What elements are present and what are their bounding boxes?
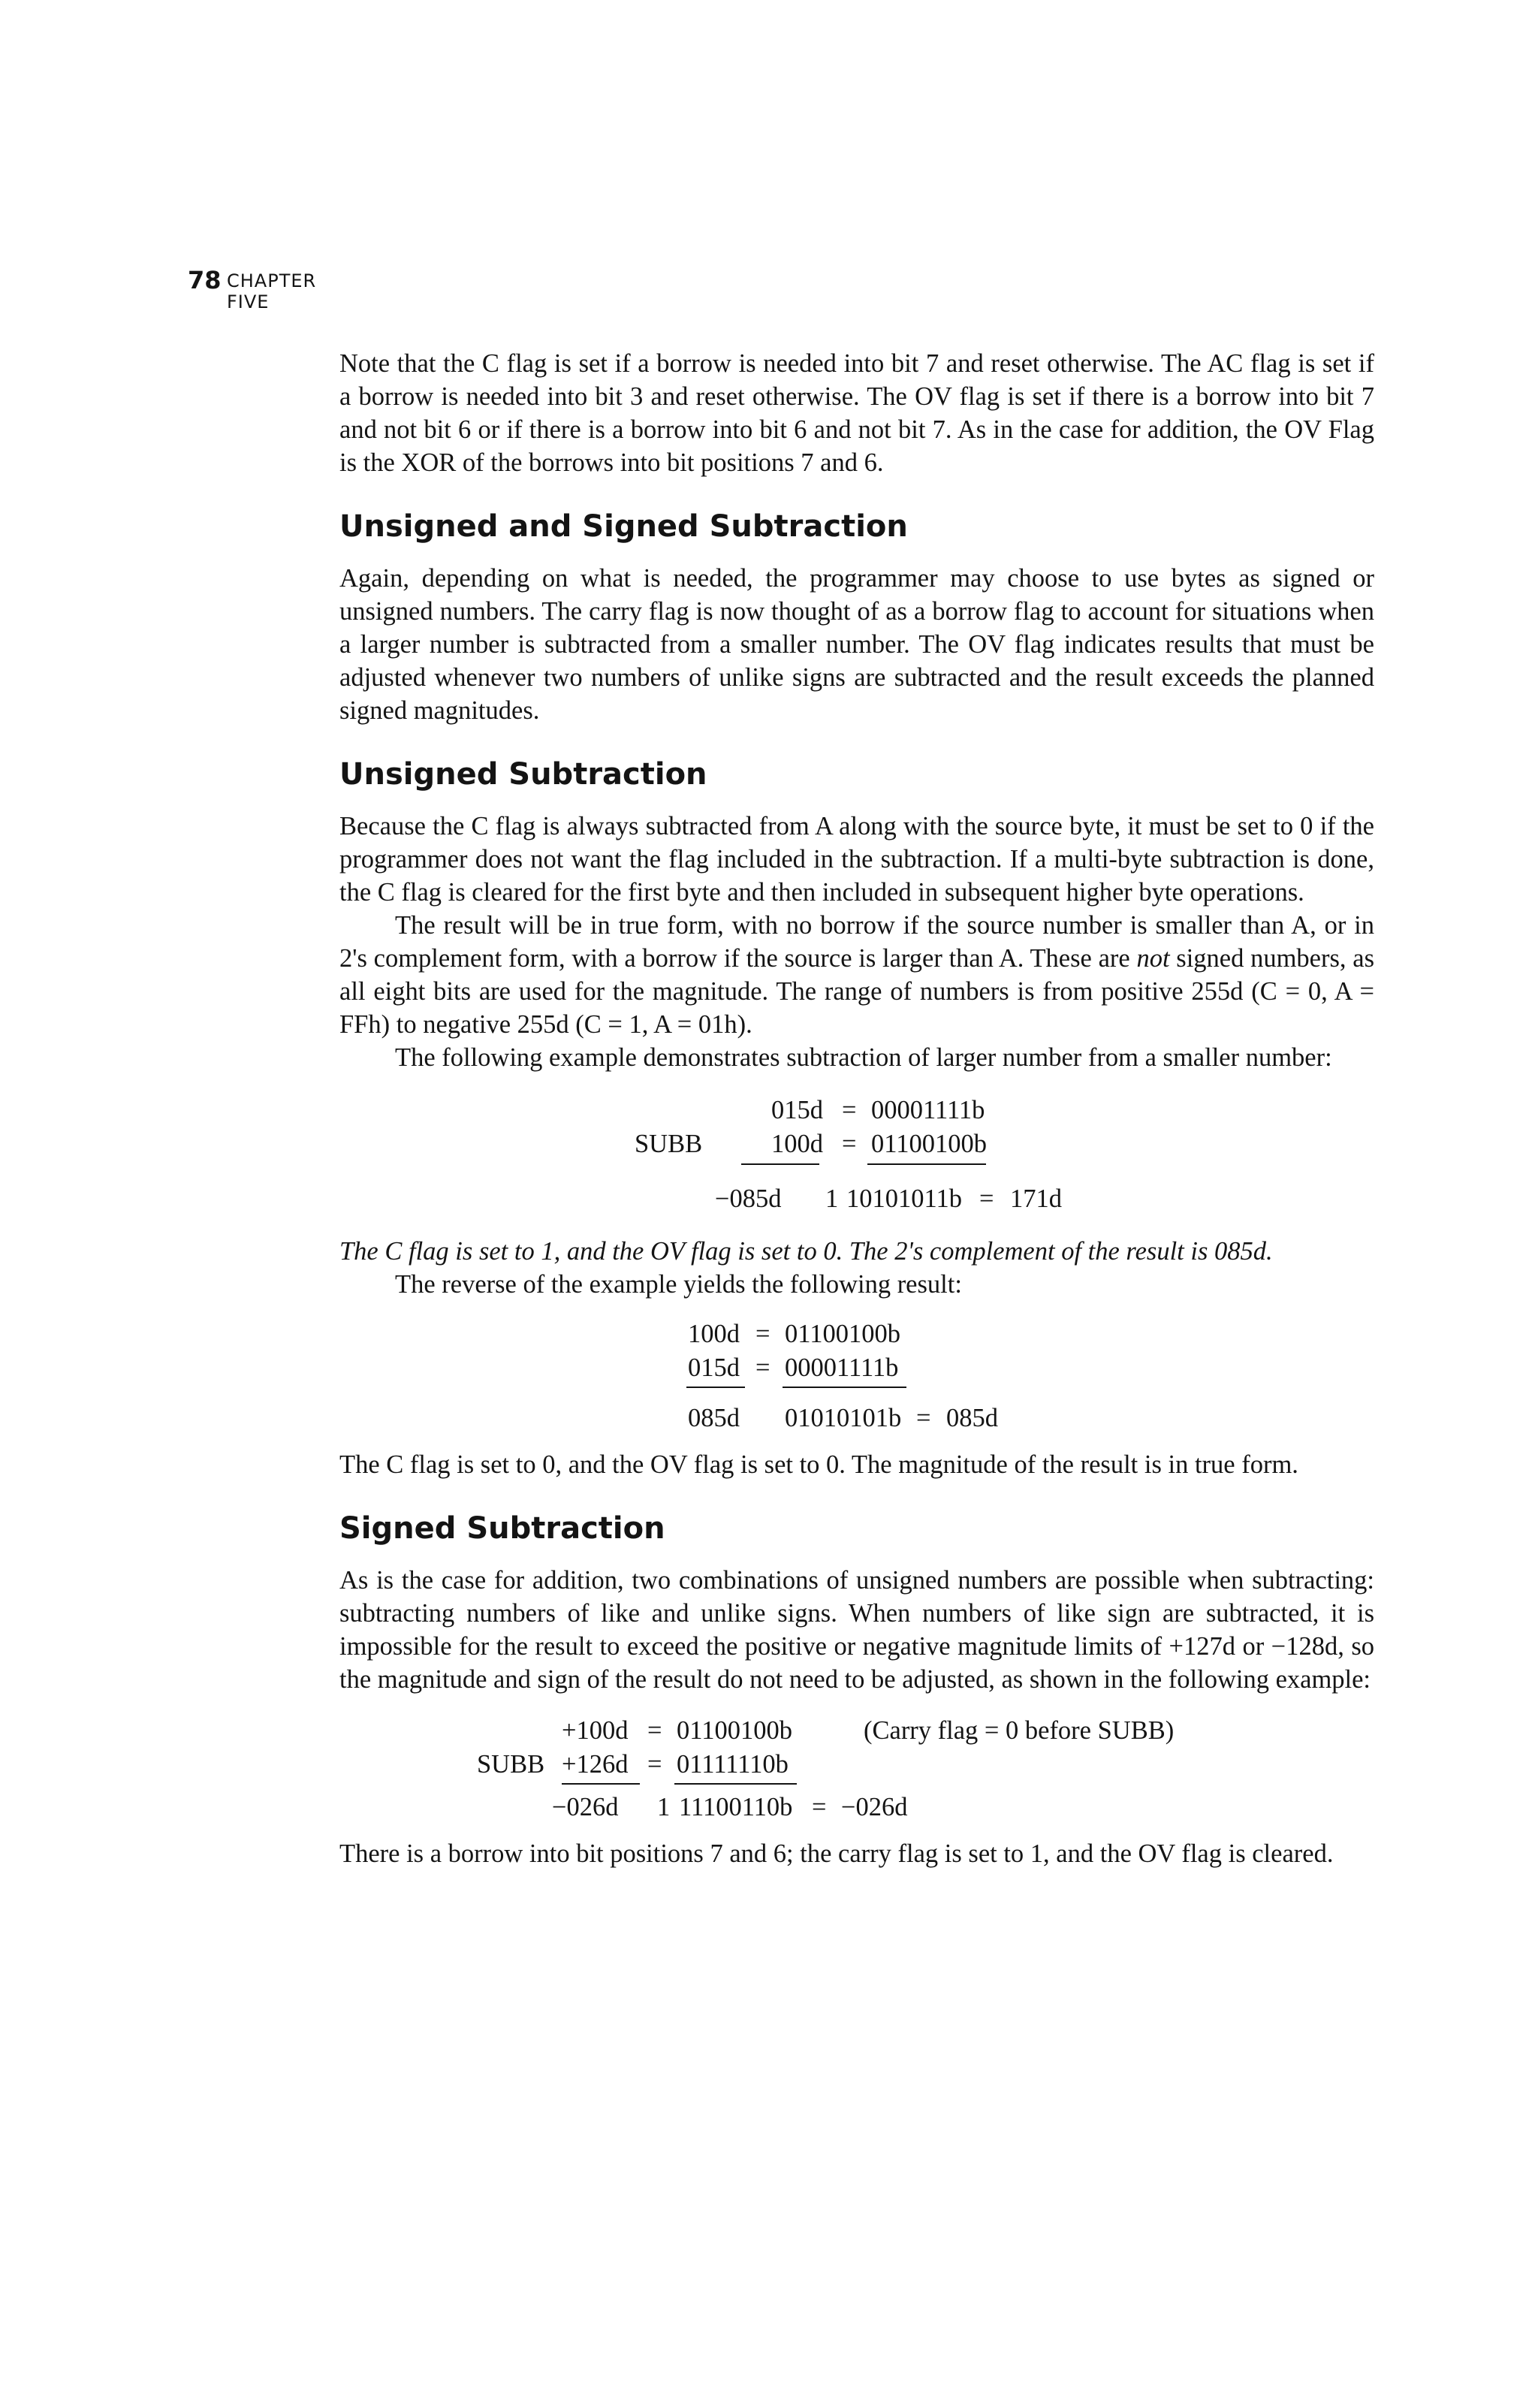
page-content <box>339 347 1374 1870</box>
decimal-value: 085d <box>946 1404 998 1432</box>
binary-value: 10101011b <box>846 1184 962 1213</box>
operand: 015d <box>771 1096 823 1124</box>
sum-rule <box>686 1387 745 1388</box>
operand: +126d <box>562 1750 629 1779</box>
sum-rule <box>783 1387 906 1388</box>
operand: 100d <box>771 1130 823 1158</box>
equals-sign: = <box>647 1750 662 1779</box>
equals-sign: = <box>979 1184 994 1213</box>
decimal-value: −026d <box>841 1793 908 1821</box>
note-example-1: The C flag is set to 1, and the OV flag is set to 0. The 2's complement of the result is 085d. <box>339 1237 1273 1266</box>
page-number: 78 <box>188 266 222 294</box>
sum-rule <box>562 1783 640 1785</box>
paragraph-unsigned-3: The following example demonstrates subtraction of larger number from a smaller number: <box>395 1043 1332 1072</box>
carry-bit: 1 <box>657 1793 671 1821</box>
equals-sign: = <box>842 1096 857 1124</box>
result-value: −085d <box>715 1184 782 1213</box>
note-example-2: The C flag is set to 0, and the OV flag is set to 0. The magnitude of the result is in true form. <box>339 1450 1298 1479</box>
mnemonic: SUBB <box>477 1750 545 1779</box>
equals-sign: = <box>755 1320 771 1348</box>
binary-value: 01100100b <box>677 1716 792 1745</box>
heading-unsigned-and-signed-subtraction: Unsigned and Signed Subtraction <box>339 509 908 544</box>
paragraph-unsigned-signed: Again, depending on what is needed, the programmer may choose to use bytes as signed or unsigned numbers. The carry flag is now thought of as a borrow flag to account for situations when a larger number is subtracted from a smaller number. The OV flag indicates results that must be adjusted whenever two numbers of unlike signs are subtracted and the result exceeds the planned signed magnitudes. <box>339 564 1374 725</box>
binary-value: 01111110b <box>677 1750 789 1779</box>
sum-rule <box>674 1783 797 1785</box>
heading-unsigned-subtraction: Unsigned Subtraction <box>339 757 707 792</box>
operand: 100d <box>688 1320 740 1348</box>
equals-sign: = <box>812 1793 827 1821</box>
operand: 015d <box>688 1353 740 1382</box>
binary-value: 01010101b <box>785 1404 902 1432</box>
binary-value: 00001111b <box>785 1353 899 1382</box>
paragraph-text: The result will be in true form, with no borrow if the source number is smaller than A, or in 2's complement form, with a borrow if the source is larger than A. These are <box>339 911 1374 973</box>
example-subtraction-1 <box>339 1094 1374 1227</box>
paragraph-final: There is a borrow into bit positions 7 and 6; the carry flag is set to 1, and the OV flag is cleared. <box>339 1839 1334 1868</box>
carry-comment: (Carry flag = 0 before SUBB) <box>864 1716 1175 1745</box>
chapter-label: CHAPTER FIVE <box>227 270 317 312</box>
sum-rule <box>741 1163 819 1165</box>
paragraph-unsigned-2 <box>339 909 1374 1041</box>
decimal-value: 171d <box>1010 1184 1062 1213</box>
emphasis-text: not <box>1136 944 1170 973</box>
example-subtraction-3 <box>339 1714 1374 1827</box>
binary-value: 11100110b <box>679 1793 793 1821</box>
equals-sign: = <box>647 1716 662 1745</box>
operand: +100d <box>562 1716 629 1745</box>
result-value: −026d <box>552 1793 619 1821</box>
binary-value: 00001111b <box>871 1096 985 1124</box>
mnemonic: SUBB <box>635 1130 703 1158</box>
equals-sign: = <box>755 1353 771 1382</box>
example-subtraction-2 <box>339 1317 1374 1442</box>
result-value: 085d <box>688 1404 740 1432</box>
heading-signed-subtraction: Signed Subtraction <box>339 1511 665 1546</box>
binary-value: 01100100b <box>785 1320 900 1348</box>
equals-sign: = <box>916 1404 931 1432</box>
paragraph-reverse: The reverse of the example yields the following result: <box>395 1270 962 1299</box>
paragraph-text: signed numbers, as all eight bits are used for the magnitude. The range of numbers is from positive 255d (C = 0, A = FFh) to negative 255d (C = 1, A = 01h). <box>339 944 1374 1039</box>
paragraph-signed: As is the case for addition, two combinations of unsigned numbers are possible when subtracting: subtracting numbers of like and unlike signs. When numbers of like sign are subtracted, it is impossible for the result to exceed the positive or negative magnitude limits of +127d or −128d, so the magnitude and sign of the result do not need to be adjusted, as shown in the following example: <box>339 1566 1374 1694</box>
carry-bit: 1 <box>825 1184 839 1213</box>
paragraph-flags-intro: Note that the C flag is set if a borrow is needed into bit 7 and reset otherwise. The AC flag is set if a borrow is needed into bit 3 and reset otherwise. The OV flag is set if there is a borrow into bit 7 and not bit 6 or if there is a borrow into bit 6 and not bit 7. As in the case for addition, the OV Flag is the XOR of the borrows into bit positions 7 and 6. <box>339 349 1374 477</box>
paragraph-unsigned-1: Because the C flag is always subtracted from A along with the source byte, it must be set to 0 if the programmer does not want the flag included in the subtraction. If a multi-byte subtraction is done, the C flag is cleared for the first byte and then included in subsequent higher byte operations. <box>339 812 1374 907</box>
binary-value: 01100100b <box>871 1130 987 1158</box>
equals-sign: = <box>842 1130 857 1158</box>
sum-rule <box>867 1163 986 1165</box>
